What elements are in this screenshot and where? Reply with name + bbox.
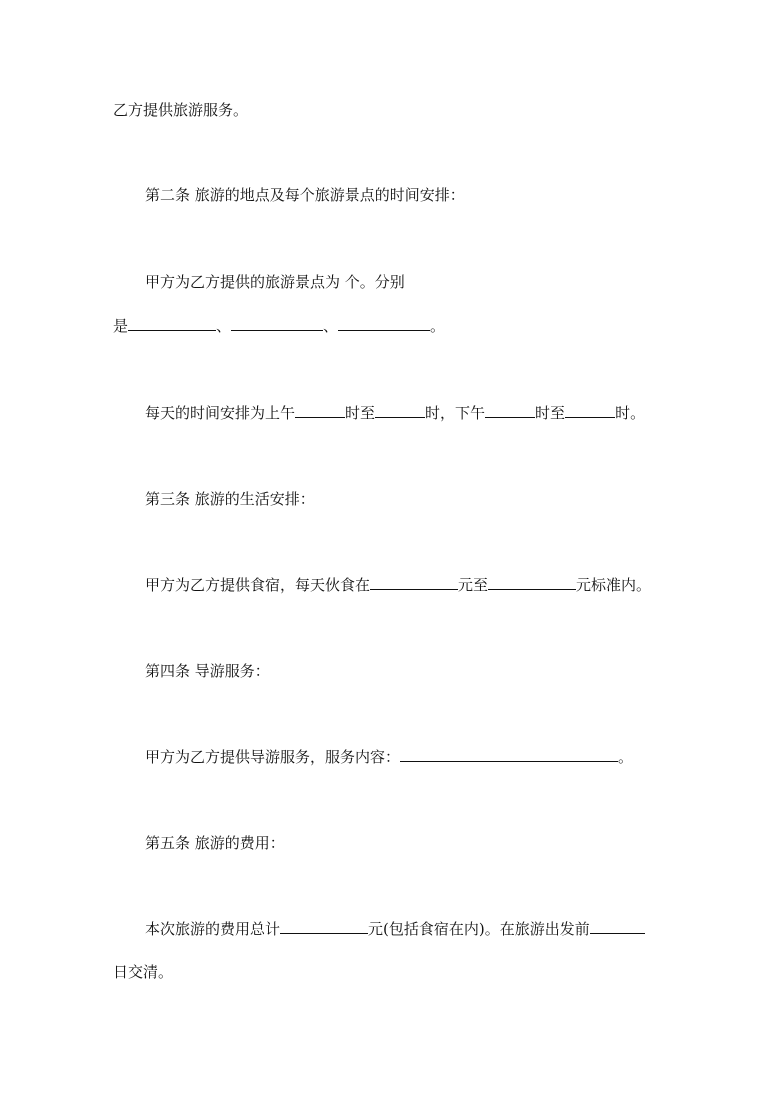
text: 时至 (535, 404, 566, 422)
blank-am-start[interactable] (295, 403, 345, 418)
heading-text: 第二条 旅游的地点及每个旅游景点的时间安排： (145, 186, 465, 204)
blank-fee-total[interactable] (280, 919, 368, 934)
text: 甲方为乙方提供的旅游景点为 个。分别 (145, 273, 405, 291)
article-2-heading (145, 185, 465, 205)
blank-site-3[interactable] (338, 316, 430, 331)
text: 乙方提供旅游服务。 (113, 101, 249, 119)
text: 元至 (458, 576, 489, 594)
article-4-heading (145, 661, 270, 681)
separator: 、 (216, 317, 232, 335)
paragraph-fee (145, 919, 645, 939)
article-5-heading (145, 833, 285, 853)
text: 每天的时间安排为上午 (145, 404, 296, 422)
blank-days-before[interactable] (590, 919, 645, 934)
paragraph-meals (145, 575, 651, 595)
text: 时至 (345, 404, 376, 422)
blank-site-2[interactable] (231, 316, 323, 331)
blank-am-end[interactable] (375, 403, 425, 418)
period: 。 (430, 317, 446, 335)
paragraph-guide (145, 747, 633, 767)
text: 甲方为乙方提供导游服务，服务内容： (145, 748, 401, 766)
blank-site-1[interactable] (128, 316, 216, 331)
blank-meal-max[interactable] (488, 575, 576, 590)
paragraph-sites-count (145, 272, 405, 292)
blank-pm-start[interactable] (485, 403, 535, 418)
article-3-heading (145, 489, 315, 509)
text: 日交清。 (113, 963, 174, 981)
blank-guide-content[interactable] (400, 747, 618, 762)
paragraph-daily-schedule (145, 403, 645, 423)
blank-pm-end[interactable] (565, 403, 615, 418)
text: 时，下午 (425, 404, 486, 422)
paragraph-service (113, 100, 248, 120)
text: 甲方为乙方提供食宿，每天伙食在 (145, 576, 371, 594)
heading-text: 第五条 旅游的费用： (145, 834, 285, 852)
text: 时。 (615, 404, 646, 422)
text: 元(包括食宿在内)。在旅游出发前 (368, 920, 590, 938)
heading-text: 第四条 导游服务： (145, 662, 270, 680)
heading-text: 第三条 旅游的生活安排： (145, 490, 315, 508)
paragraph-fee-continued (113, 962, 173, 982)
text: 元标准内。 (576, 576, 652, 594)
blank-meal-min[interactable] (370, 575, 458, 590)
text: 本次旅游的费用总计 (145, 920, 281, 938)
paragraph-sites-list (113, 316, 445, 336)
text: 是 (113, 317, 129, 335)
period: 。 (618, 748, 634, 766)
separator: 、 (323, 317, 339, 335)
